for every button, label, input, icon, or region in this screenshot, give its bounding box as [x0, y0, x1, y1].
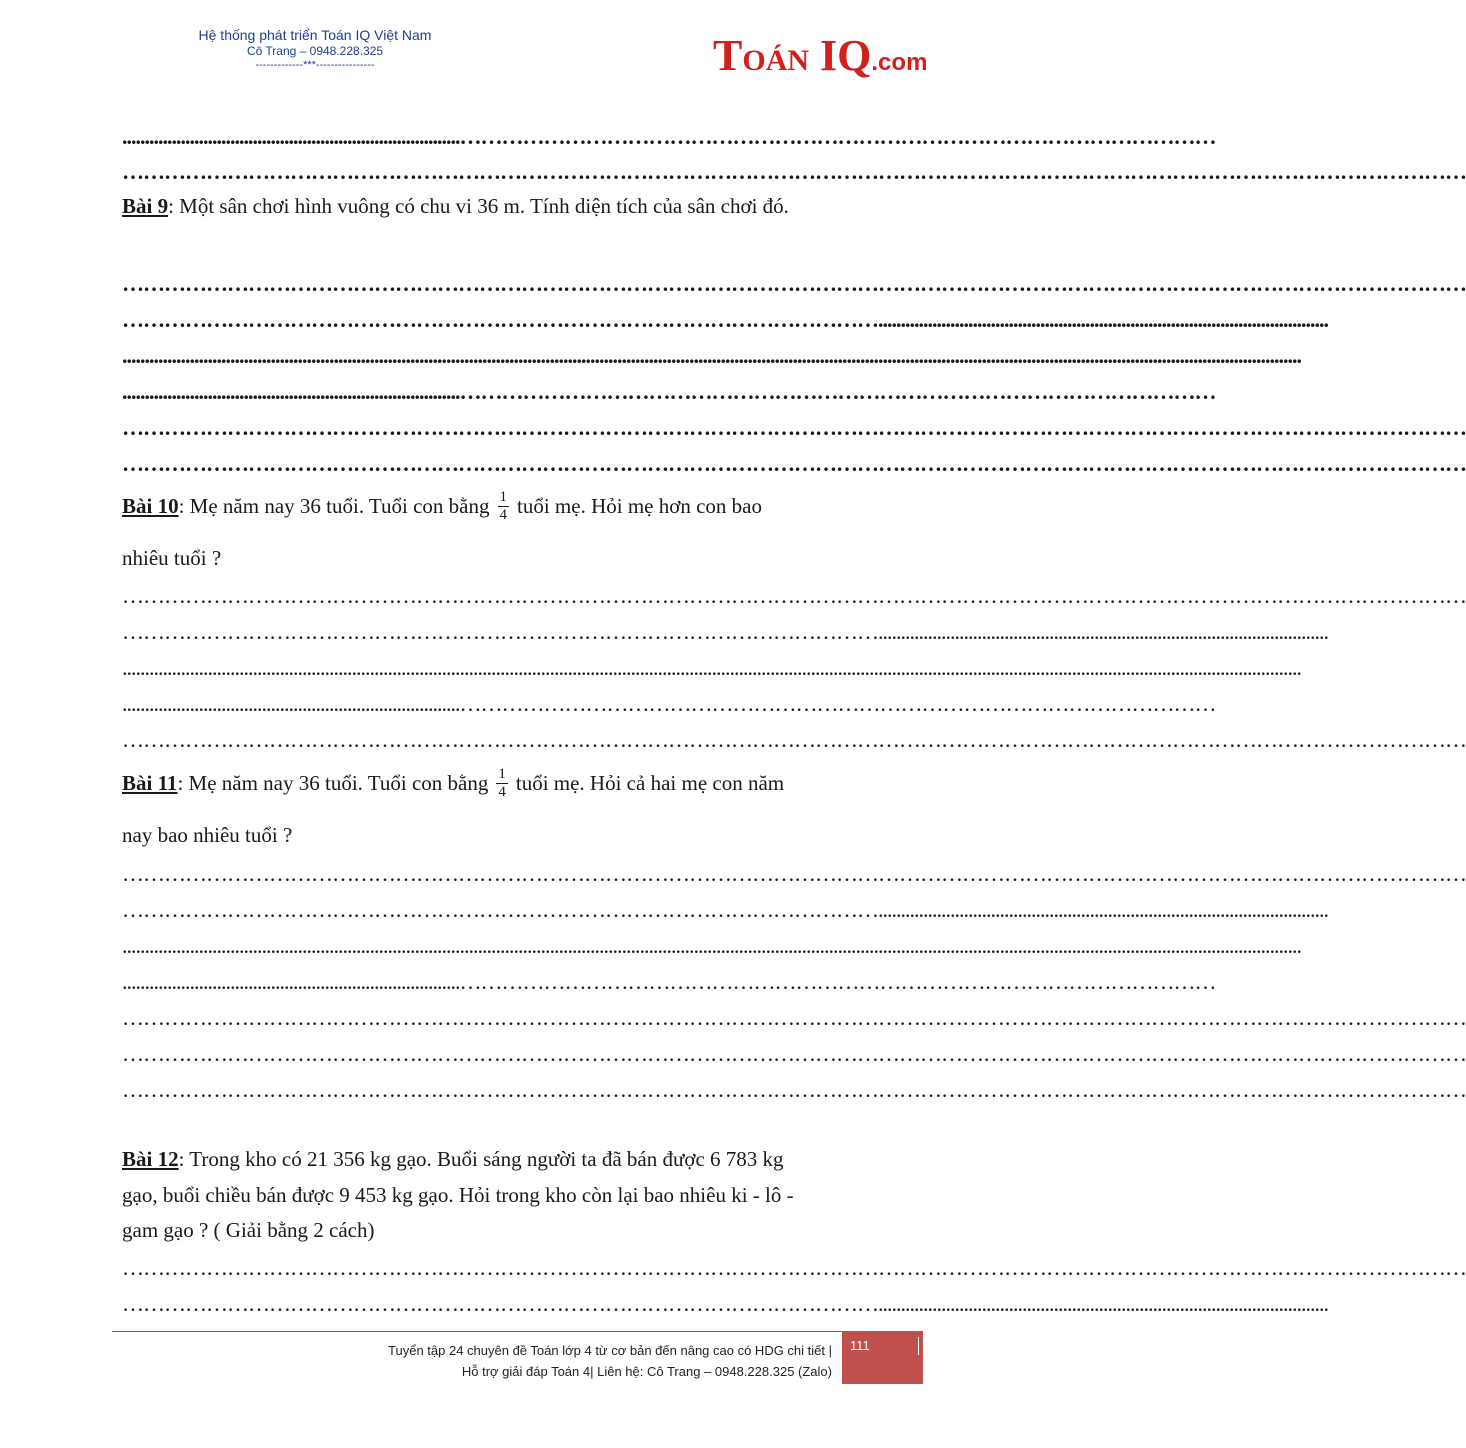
header-info [184, 27, 446, 72]
answer-line: ………………………………………………………………………………………………………………………………………………………………………… [122, 1041, 1466, 1066]
toaniq-logo [713, 30, 927, 81]
logo-com: .com [871, 49, 928, 76]
logo-oan: OÁN [742, 44, 810, 77]
answer-line: ………………………………………………………………………………………………………………………………………………………………………… [122, 451, 1466, 476]
problem-12-line2: gạo, buổi chiều bán được 9 453 kg gạo. Hỏi trong kho còn lại bao nhiêu ki - lô - [122, 1183, 794, 1207]
answer-line: ……………………………………………………………………………………………….................................................................................................... [122, 307, 1328, 332]
logo-iq: IQ [809, 31, 872, 80]
footer-line-1: Tuyển tập 24 chuyên đề Toán lớp 4 từ cơ bản đến nâng cao có HDG chi tiết | [388, 1343, 832, 1358]
answer-line: ……………………………………………………………………………………………….................................................................................................... [122, 1291, 1328, 1316]
problem-11 [122, 765, 912, 803]
answer-line: ………………………………………………………………………………………………………………………………………………………………………… [122, 1005, 1466, 1030]
fraction-denominator: 4 [499, 506, 508, 523]
problem-label: Bài 11 [122, 771, 178, 795]
problem-text: : Một sân chơi hình vuông có chu vi 36 m. Tính diện tích của sân chơi đó. [168, 194, 789, 218]
problem-10-line2: nhiêu tuổi ? [122, 546, 222, 570]
answer-line: ………………………………………………………………………………………………………………………………………………………………………… [122, 861, 1466, 886]
answer-line: ...................................................................................................................................................................................................................................................................... [122, 933, 1301, 958]
problem-text: : Trong kho có 21 356 kg gạo. Buổi sáng người ta đã bán được 6 783 kg [178, 1147, 784, 1171]
answer-line: ...........................................................................……………………………………………………………………………………………… [122, 124, 1216, 149]
fraction-numerator: 1 [499, 488, 508, 505]
answer-line: ...........................................................................……………………………………………………………………………………………… [122, 691, 1216, 716]
answer-line: ...........................................................................……………………………………………………………………………………………… [122, 379, 1216, 404]
answer-line: ………………………………………………………………………………………………………………………………………………………………………… [122, 159, 1466, 184]
problem-10 [122, 488, 912, 526]
page-number-box [842, 1331, 923, 1384]
answer-line: ...................................................................................................................................................................................................................................................................... [122, 655, 1301, 680]
answer-line: ………………………………………………………………………………………………………………………………………………………………………… [122, 1077, 1466, 1102]
problem-label: Bài 12 [122, 1147, 179, 1171]
problem-text: tuổi mẹ. Hỏi cả hai mẹ con năm [515, 771, 785, 795]
problem-12-line3: gam gạo ? ( Giải bằng 2 cách) [122, 1218, 375, 1242]
footer-line-2: Hỗ trợ giải đáp Toán 4| Liên hệ: Cô Trang – 0948.228.325 (Zalo) [461, 1364, 832, 1379]
footer-text [250, 1340, 832, 1382]
answer-line: ……………………………………………………………………………………………….................................................................................................... [122, 897, 1328, 922]
problem-11-line2: nay bao nhiêu tuổi ? [122, 823, 293, 847]
problem-9 [122, 188, 912, 224]
problem-text: : Mẹ năm nay 36 tuổi. Tuổi con bằng [178, 494, 490, 518]
logo-t: T [713, 31, 743, 80]
fraction-denominator: 4 [498, 783, 506, 800]
answer-line: ………………………………………………………………………………………………………………………………………………………………………… [122, 271, 1466, 296]
problem-text: tuổi mẹ. Hỏi mẹ hơn con bao [517, 494, 762, 518]
fraction [498, 489, 510, 524]
footer-rule [112, 1331, 842, 1332]
fraction-numerator: 1 [498, 765, 506, 782]
problem-label: Bài 10 [122, 494, 179, 518]
answer-line: ...................................................................................................................................................................................................................................................................... [122, 343, 1301, 368]
header-contact: Cô Trang – 0948.228.325 [246, 44, 384, 58]
answer-line: ...........................................................................……………………………………………………………………………………………… [122, 969, 1216, 994]
answer-line: ………………………………………………………………………………………………………………………………………………………………………… [122, 727, 1466, 752]
answer-line: ………………………………………………………………………………………………………………………………………………………………………… [122, 415, 1466, 440]
answer-line: ………………………………………………………………………………………………………………………………………………………………………… [122, 1255, 1466, 1280]
answer-line: ………………………………………………………………………………………………………………………………………………………………………… [122, 583, 1466, 608]
problem-label: Bài 9 [122, 194, 169, 218]
answer-line: ……………………………………………………………………………………………….................................................................................................... [122, 619, 1328, 644]
problem-text: : Mẹ năm nay 36 tuổi. Tuổi con bằng [177, 771, 489, 795]
header-title: Hệ thống phát triển Toán IQ Việt Nam [198, 27, 432, 43]
fraction [496, 766, 508, 801]
header-divider: -------------***---------------- [255, 59, 375, 71]
page-number: 111 [846, 1337, 919, 1355]
problem-12 [122, 1141, 912, 1177]
